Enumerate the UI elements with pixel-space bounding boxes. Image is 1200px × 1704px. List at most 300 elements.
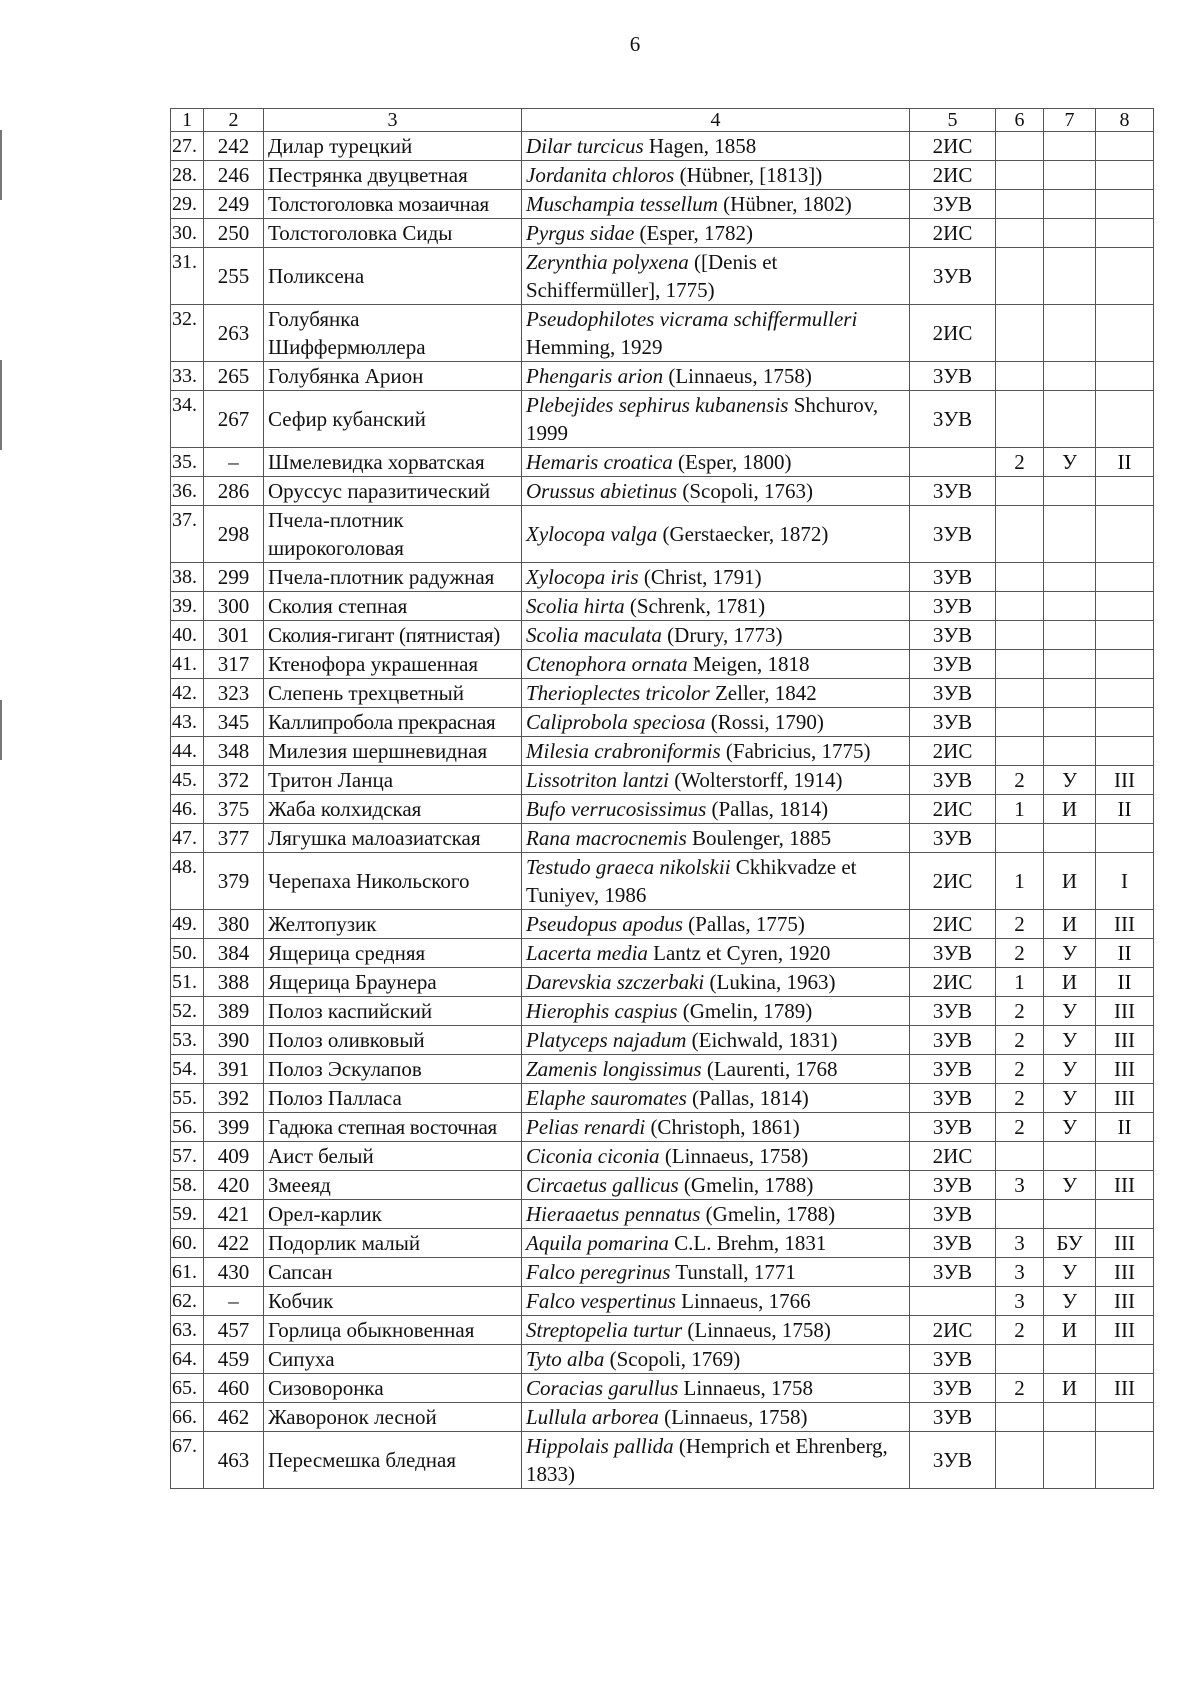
species-name-latin (522, 1287, 910, 1316)
species-id: 301 (204, 621, 264, 650)
author-citation: (Christ, 1791) (643, 565, 762, 589)
species-id: 249 (204, 190, 264, 219)
author-citation: Linnaeus, 1766 (681, 1289, 811, 1313)
category-cell (1044, 563, 1096, 592)
species-name-latin (522, 1316, 910, 1345)
scientific-name: Falco vespertinus (526, 1289, 676, 1313)
table-row (171, 679, 1154, 708)
row-number: 55. (171, 1084, 204, 1113)
species-id: 409 (204, 1142, 264, 1171)
author-citation: (Hübner, [1813]) (679, 163, 823, 187)
scientific-name: Aquila pomarina (526, 1231, 669, 1255)
species-name-ru: Пересмешка бледная (264, 1432, 522, 1489)
species-name-latin (522, 795, 910, 824)
margin-mark (0, 700, 2, 760)
category-cell (1044, 679, 1096, 708)
table-row (171, 1345, 1154, 1374)
species-name-ru: Жаба колхидская (264, 795, 522, 824)
species-name-ru: Толстоголовка мозаичная (264, 190, 522, 219)
row-number: 54. (171, 1055, 204, 1084)
species-name-ru: Сизоворонка (264, 1374, 522, 1403)
species-name-ru: Горлица обыкновенная (264, 1316, 522, 1345)
status-cell: 3УВ (910, 190, 996, 219)
category-cell (996, 506, 1044, 563)
row-number: 58. (171, 1171, 204, 1200)
table-row (171, 795, 1154, 824)
status-cell: 3УВ (910, 592, 996, 621)
species-name-latin (522, 391, 910, 448)
table-row (171, 968, 1154, 997)
table-row (171, 1258, 1154, 1287)
category-cell (1044, 1345, 1096, 1374)
row-number: 43. (171, 708, 204, 737)
species-name-ru: Пестрянка двуцветная (264, 161, 522, 190)
status-cell: 2ИС (910, 1316, 996, 1345)
scientific-name: Darevskia szczerbaki (526, 970, 705, 994)
table-row (171, 1403, 1154, 1432)
category-cell: 1 (996, 853, 1044, 910)
category-cell (1096, 305, 1154, 362)
row-number: 63. (171, 1316, 204, 1345)
category-cell (996, 391, 1044, 448)
category-cell (1096, 824, 1154, 853)
category-cell (1096, 650, 1154, 679)
table-row (171, 362, 1154, 391)
row-number: 46. (171, 795, 204, 824)
species-name-ru: Жаворонок лесной (264, 1403, 522, 1432)
category-cell (1096, 708, 1154, 737)
category-cell (1044, 506, 1096, 563)
author-citation: (Hemprich et Ehrenberg, 1833) (526, 1434, 888, 1486)
table-row (171, 766, 1154, 795)
species-name-latin (522, 1026, 910, 1055)
table-row (171, 1316, 1154, 1345)
species-name-latin (522, 910, 910, 939)
category-cell: У (1044, 1113, 1096, 1142)
category-cell: II (1096, 968, 1154, 997)
category-cell (1096, 1403, 1154, 1432)
status-cell: 2ИС (910, 1142, 996, 1171)
scientific-name: Jordanita chloros (526, 163, 675, 187)
category-cell (996, 362, 1044, 391)
species-name-latin (522, 506, 910, 563)
category-cell (1044, 708, 1096, 737)
column-header: 1 (171, 109, 204, 132)
category-cell (996, 477, 1044, 506)
author-citation: Lantz et Cyren, 1920 (653, 941, 831, 965)
category-cell: БУ (1044, 1229, 1096, 1258)
status-cell: 3УВ (910, 621, 996, 650)
category-cell (1096, 1200, 1154, 1229)
row-number: 56. (171, 1113, 204, 1142)
author-citation: (Eichwald, 1831) (691, 1028, 838, 1052)
row-number: 45. (171, 766, 204, 795)
category-cell: II (1096, 939, 1154, 968)
species-name-ru: Гадюка степная восточная (264, 1113, 522, 1142)
row-number: 44. (171, 737, 204, 766)
category-cell (996, 1345, 1044, 1374)
species-name-latin (522, 1229, 910, 1258)
table-row (171, 1200, 1154, 1229)
species-id: 391 (204, 1055, 264, 1084)
category-cell (1044, 650, 1096, 679)
species-id: 250 (204, 219, 264, 248)
category-cell (1044, 1142, 1096, 1171)
species-name-ru: Пчела-плотник радужная (264, 563, 522, 592)
author-citation: (Scopoli, 1763) (682, 479, 814, 503)
author-citation: (Gmelin, 1788) (683, 1173, 814, 1197)
category-cell: У (1044, 1287, 1096, 1316)
category-cell (996, 132, 1044, 161)
status-cell: 3УВ (910, 997, 996, 1026)
category-cell (1096, 592, 1154, 621)
category-cell: II (1096, 795, 1154, 824)
category-cell (1044, 621, 1096, 650)
species-name-latin (522, 650, 910, 679)
category-cell: III (1096, 1084, 1154, 1113)
category-cell: 2 (996, 448, 1044, 477)
category-cell (1096, 679, 1154, 708)
species-id: 390 (204, 1026, 264, 1055)
category-cell (1096, 506, 1154, 563)
scientific-name: Pseudopus apodus (526, 912, 683, 936)
table-row (171, 391, 1154, 448)
category-cell (996, 248, 1044, 305)
scientific-name: Pseudophilotes vicrama schiffermulleri (526, 307, 858, 331)
species-name-latin (522, 248, 910, 305)
author-citation: (Linnaeus, 1758) (687, 1318, 831, 1342)
row-number: 42. (171, 679, 204, 708)
status-cell: 3УВ (910, 650, 996, 679)
category-cell: У (1044, 939, 1096, 968)
category-cell (996, 592, 1044, 621)
category-cell (996, 650, 1044, 679)
column-header: 3 (264, 109, 522, 132)
species-id: 246 (204, 161, 264, 190)
category-cell (996, 737, 1044, 766)
category-cell: 2 (996, 1055, 1044, 1084)
scientific-name: Ciconia ciconia (526, 1144, 660, 1168)
category-cell (1044, 161, 1096, 190)
margin-mark (0, 360, 2, 450)
species-name-ru: Змееяд (264, 1171, 522, 1200)
table-row (171, 1026, 1154, 1055)
author-citation: (Hübner, 1802) (723, 192, 852, 216)
status-cell: 3УВ (910, 1432, 996, 1489)
scientific-name: Lullula arborea (526, 1405, 659, 1429)
row-number: 50. (171, 939, 204, 968)
category-cell: 2 (996, 1084, 1044, 1113)
page-number: 6 (629, 32, 641, 56)
category-cell (1096, 1345, 1154, 1374)
species-id: 430 (204, 1258, 264, 1287)
author-citation: Meigen, 1818 (692, 652, 810, 676)
scientific-name: Circaetus gallicus (526, 1173, 679, 1197)
species-name-latin (522, 679, 910, 708)
species-name-latin (522, 737, 910, 766)
table-row (171, 708, 1154, 737)
status-cell: 3УВ (910, 1229, 996, 1258)
species-id: 389 (204, 997, 264, 1026)
species-table (170, 108, 1154, 1489)
table-row (171, 248, 1154, 305)
species-name-ru: Слепень трехцветный (264, 679, 522, 708)
status-cell: 3УВ (910, 362, 996, 391)
status-cell: 3УВ (910, 1171, 996, 1200)
category-cell: У (1044, 997, 1096, 1026)
species-name-ru: Орел-карлик (264, 1200, 522, 1229)
status-cell: 3УВ (910, 391, 996, 448)
category-cell: III (1096, 1316, 1154, 1345)
status-cell: 3УВ (910, 1258, 996, 1287)
status-cell: 3УВ (910, 1026, 996, 1055)
row-number: 52. (171, 997, 204, 1026)
category-cell (996, 305, 1044, 362)
species-id: 463 (204, 1432, 264, 1489)
scientific-name: Platyceps najadum (526, 1028, 687, 1052)
category-cell: И (1044, 1316, 1096, 1345)
category-cell: III (1096, 766, 1154, 795)
table-row (171, 1432, 1154, 1489)
species-id: 460 (204, 1374, 264, 1403)
species-id: 399 (204, 1113, 264, 1142)
row-number: 41. (171, 650, 204, 679)
category-cell (1096, 190, 1154, 219)
category-cell (1096, 1432, 1154, 1489)
category-cell: И (1044, 795, 1096, 824)
species-name-latin (522, 1432, 910, 1489)
status-cell: 2ИС (910, 219, 996, 248)
species-name-latin (522, 997, 910, 1026)
species-id: 317 (204, 650, 264, 679)
status-cell: 3УВ (910, 248, 996, 305)
species-id: 299 (204, 563, 264, 592)
category-cell: 1 (996, 795, 1044, 824)
species-id: 263 (204, 305, 264, 362)
scientific-name: Scolia hirta (526, 594, 625, 618)
category-cell: И (1044, 853, 1096, 910)
category-cell: 2 (996, 1113, 1044, 1142)
species-id: 422 (204, 1229, 264, 1258)
author-citation: Linnaeus, 1758 (683, 1376, 814, 1400)
author-citation: (Esper, 1782) (639, 221, 754, 245)
author-citation: (Fabricius, 1775) (725, 739, 871, 763)
species-name-latin (522, 1142, 910, 1171)
status-cell: 3УВ (910, 1084, 996, 1113)
table-row (171, 305, 1154, 362)
species-name-ru: Сефир кубанский (264, 391, 522, 448)
author-citation: Shchurov, 1999 (526, 393, 879, 445)
status-cell: 3УВ (910, 708, 996, 737)
column-header: 5 (910, 109, 996, 132)
category-cell: 3 (996, 1287, 1044, 1316)
category-cell: У (1044, 1084, 1096, 1113)
category-cell (1096, 563, 1154, 592)
species-name-latin (522, 219, 910, 248)
category-cell (996, 1142, 1044, 1171)
species-id: 323 (204, 679, 264, 708)
row-number: 48. (171, 853, 204, 910)
scientific-name: Hippolais pallida (526, 1434, 674, 1458)
table-row (171, 650, 1154, 679)
author-citation: (Laurenti, 1768 (706, 1057, 838, 1081)
row-number: 39. (171, 592, 204, 621)
category-cell: III (1096, 1171, 1154, 1200)
category-cell (1044, 219, 1096, 248)
status-cell: 2ИС (910, 132, 996, 161)
author-citation: (Lukina, 1963) (709, 970, 836, 994)
category-cell: 1 (996, 968, 1044, 997)
author-citation: (Drury, 1773) (667, 623, 783, 647)
species-name-latin (522, 968, 910, 997)
scientific-name: Milesia crabroniformis (526, 739, 721, 763)
table-row (171, 477, 1154, 506)
row-number: 65. (171, 1374, 204, 1403)
table-row (171, 161, 1154, 190)
category-cell (996, 1432, 1044, 1489)
category-cell: 2 (996, 939, 1044, 968)
category-cell: 2 (996, 1316, 1044, 1345)
category-cell (996, 824, 1044, 853)
status-cell: 3УВ (910, 1374, 996, 1403)
margin-mark (0, 130, 2, 200)
category-cell: III (1096, 910, 1154, 939)
species-name-ru: Лягушка малоазиатская (264, 824, 522, 853)
scientific-name: Elaphe sauromates (526, 1086, 687, 1110)
species-name-ru: Аист белый (264, 1142, 522, 1171)
table-row (171, 592, 1154, 621)
species-name-ru: Подорлик малый (264, 1229, 522, 1258)
row-number: 49. (171, 910, 204, 939)
author-citation: (Christoph, 1861) (650, 1115, 800, 1139)
author-citation: Boulenger, 1885 (692, 826, 832, 850)
category-cell: III (1096, 1229, 1154, 1258)
species-id: 348 (204, 737, 264, 766)
species-name-ru: Желтопузик (264, 910, 522, 939)
status-cell (910, 1287, 996, 1316)
table-row (171, 939, 1154, 968)
table-row (171, 132, 1154, 161)
scientific-name: Pyrgus sidae (526, 221, 635, 245)
scientific-name: Rana macrocnemis (526, 826, 687, 850)
category-cell (1044, 824, 1096, 853)
species-id: 372 (204, 766, 264, 795)
scientific-name: Hieraaetus pennatus (526, 1202, 701, 1226)
scientific-name: Pelias renardi (526, 1115, 646, 1139)
status-cell: 2ИС (910, 161, 996, 190)
category-cell (996, 161, 1044, 190)
species-id: 421 (204, 1200, 264, 1229)
category-cell (1096, 132, 1154, 161)
species-id: 380 (204, 910, 264, 939)
scientific-name: Zamenis longissimus (526, 1057, 702, 1081)
category-cell (996, 708, 1044, 737)
species-name-latin (522, 1345, 910, 1374)
author-citation: (Gerstaecker, 1872) (662, 522, 829, 546)
row-number: 37. (171, 506, 204, 563)
category-cell (996, 679, 1044, 708)
category-cell (1096, 621, 1154, 650)
species-name-latin (522, 563, 910, 592)
category-cell: III (1096, 1026, 1154, 1055)
row-number: 59. (171, 1200, 204, 1229)
category-cell: 3 (996, 1171, 1044, 1200)
category-cell (1096, 737, 1154, 766)
species-name-latin (522, 362, 910, 391)
scientific-name: Dilar turcicus (526, 134, 644, 158)
species-id: 392 (204, 1084, 264, 1113)
category-cell (1096, 248, 1154, 305)
row-number: 35. (171, 448, 204, 477)
scientific-name: Xylocopa valga (526, 522, 658, 546)
category-cell: У (1044, 766, 1096, 795)
table-row (171, 1055, 1154, 1084)
column-header: 7 (1044, 109, 1096, 132)
status-cell: 2ИС (910, 968, 996, 997)
category-cell: III (1096, 1287, 1154, 1316)
author-citation: (Pallas, 1775) (688, 912, 805, 936)
author-citation: (Linnaeus, 1758) (668, 364, 812, 388)
species-name-latin (522, 1055, 910, 1084)
status-cell: 2ИС (910, 737, 996, 766)
category-cell (1044, 190, 1096, 219)
category-cell: III (1096, 1055, 1154, 1084)
scientific-name: Zerynthia polyxena (526, 250, 689, 274)
status-cell (910, 448, 996, 477)
category-cell: У (1044, 1171, 1096, 1200)
category-cell (1044, 391, 1096, 448)
row-number: 34. (171, 391, 204, 448)
category-cell (1096, 219, 1154, 248)
category-cell: 3 (996, 1258, 1044, 1287)
scientific-name: Testudo graeca nikolskii (526, 855, 731, 879)
species-name-ru: Оруссус паразитический (264, 477, 522, 506)
category-cell (1096, 477, 1154, 506)
species-id: 462 (204, 1403, 264, 1432)
species-name-ru: Пчела-плотник широкоголовая (264, 506, 522, 563)
table-row (171, 563, 1154, 592)
species-name-ru: Полоз Эскулапов (264, 1055, 522, 1084)
species-name-latin (522, 190, 910, 219)
category-cell: III (1096, 1258, 1154, 1287)
category-cell (996, 563, 1044, 592)
species-name-ru: Сколия-гигант (пятнистая) (264, 621, 522, 650)
status-cell: 3УВ (910, 824, 996, 853)
species-name-ru: Каллипробола прекрасная (264, 708, 522, 737)
column-header: 8 (1096, 109, 1154, 132)
scientific-name: Caliprobola speciosa (526, 710, 706, 734)
species-id: 265 (204, 362, 264, 391)
species-id: 300 (204, 592, 264, 621)
category-cell (1096, 362, 1154, 391)
species-name-latin (522, 1084, 910, 1113)
species-id: 459 (204, 1345, 264, 1374)
species-id: 345 (204, 708, 264, 737)
category-cell: У (1044, 1026, 1096, 1055)
author-citation: ([Denis et Schiffermüller], 1775) (526, 250, 778, 302)
scientific-name: Hemaris croatica (526, 450, 673, 474)
species-id: 379 (204, 853, 264, 910)
scientific-name: Lissotriton lantzi (526, 768, 669, 792)
species-name-ru: Кобчик (264, 1287, 522, 1316)
species-name-ru: Сипуха (264, 1345, 522, 1374)
author-citation: (Linnaeus, 1758) (664, 1405, 808, 1429)
table-row (171, 997, 1154, 1026)
status-cell: 3УВ (910, 1113, 996, 1142)
category-cell (1044, 1403, 1096, 1432)
row-number: 28. (171, 161, 204, 190)
species-name-latin (522, 939, 910, 968)
